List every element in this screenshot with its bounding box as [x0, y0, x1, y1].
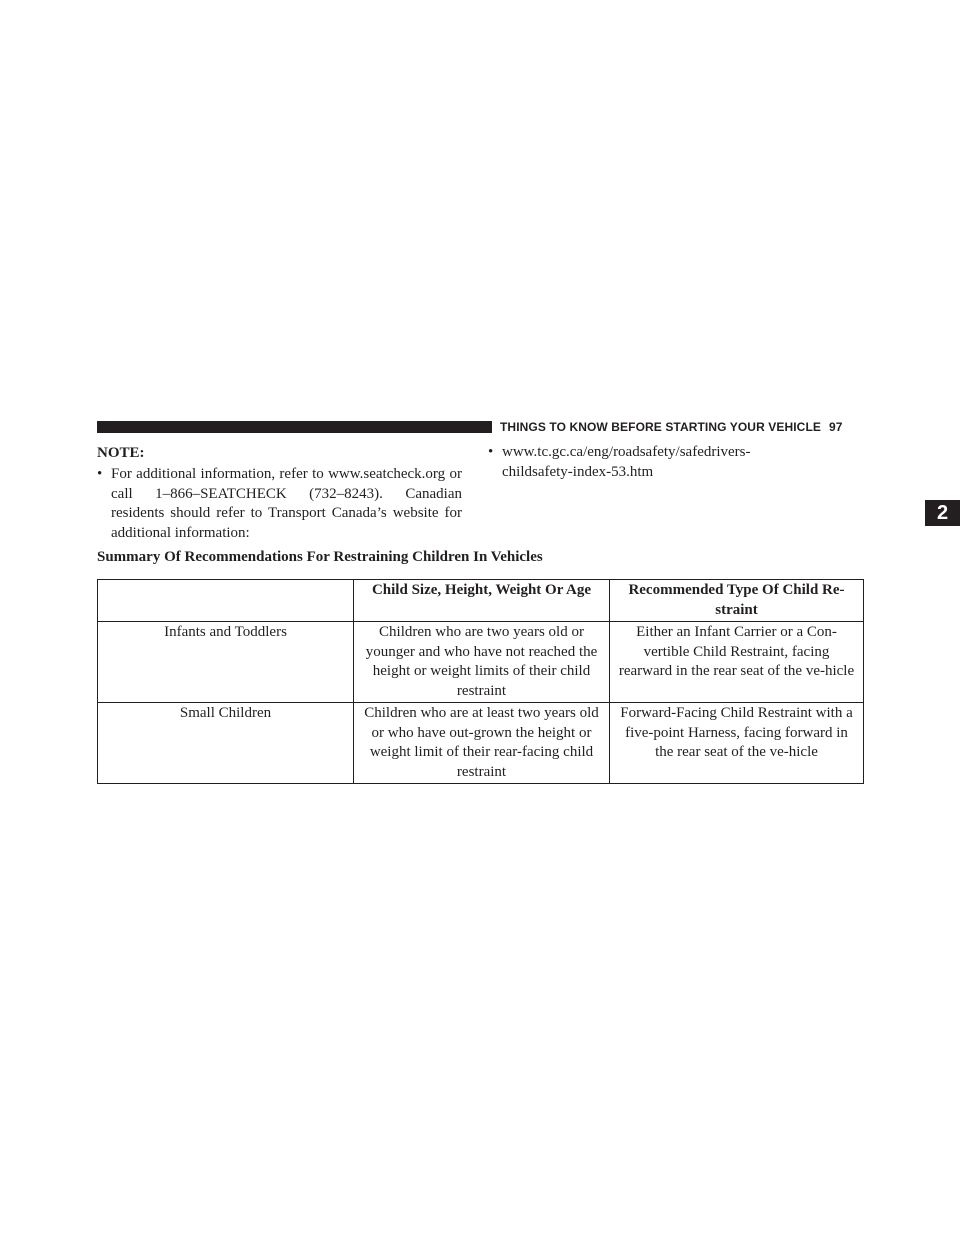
- table-cell-type: Forward-Facing Child Restraint with a five-point Harness, facing forward in the rear seat of the ve-hicle: [610, 703, 864, 784]
- url-line-1: www.tc.gc.ca/eng/roadsafety/safedrivers-: [502, 444, 751, 460]
- note-label: NOTE:: [97, 445, 145, 461]
- table-cell-group: Small Children: [98, 703, 354, 784]
- note-bullet-text: [502, 443, 868, 482]
- chapter-tab: 2: [925, 500, 960, 526]
- section-title: THINGS TO KNOW BEFORE STARTING YOUR VEHICLE: [500, 420, 821, 434]
- url-line-2: childsafety-index-53.htm: [502, 463, 654, 480]
- table-header-row: [98, 580, 864, 622]
- table-cell-size: Children who are two years old or younger and who have not reached the height or weight limits of their child restraint: [354, 622, 610, 703]
- summary-title: Summary Of Recommendations For Restraining Children In Vehicles: [97, 549, 543, 565]
- table-cell-size: Children who are at least two years old or who have out-grown the height or weight limit of their rear-facing child restraint: [354, 703, 610, 784]
- header-bar: [97, 421, 492, 433]
- table-cell-group: Infants and Toddlers: [98, 622, 354, 703]
- table-row: [98, 703, 864, 784]
- running-header: [500, 418, 865, 436]
- recommendations-table: [97, 579, 864, 784]
- note-bullet-1: [97, 465, 462, 543]
- note-bullet-2: [488, 443, 868, 482]
- table-row: [98, 622, 864, 703]
- table-cell-type: Either an Infant Carrier or a Con-vertible Child Restraint, facing rearward in the rear seat of the ve-hicle: [610, 622, 864, 703]
- column-header: [98, 580, 354, 622]
- bullet-icon: •: [488, 444, 494, 460]
- page-number: 97: [828, 420, 843, 434]
- note-bullet-text: For additional information, refer to www.seatcheck.org or call 1–866–SEATCHECK (732–8243). Canadian residents should refer to Transport Canada’s website for additional information:: [111, 466, 462, 541]
- column-header: Child Size, Height, Weight Or Age: [354, 580, 610, 622]
- bullet-icon: •: [97, 466, 103, 482]
- column-header: Recommended Type Of Child Re-straint: [610, 580, 864, 622]
